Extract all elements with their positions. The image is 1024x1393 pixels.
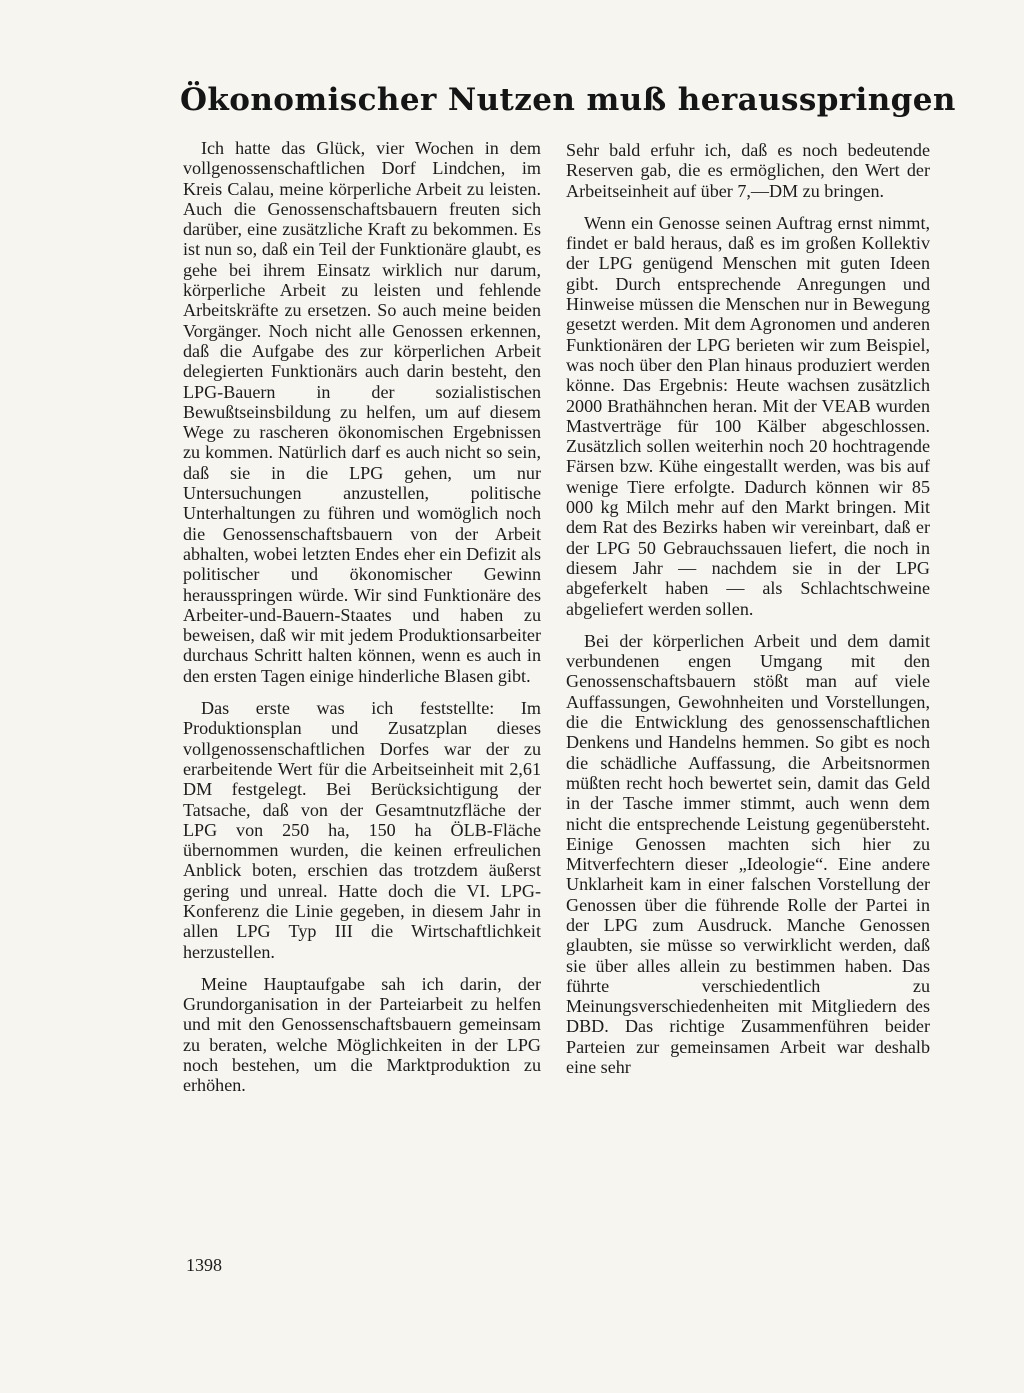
paragraph: Meine Hauptaufgabe sah ich darin, der Grundorganisation in der Parteiarbeit zu helfen und mit den Genossenschaftsbauern gemeinsam zu beraten, welche Möglichkeiten in der LPG noch bestehen, um die Marktproduktion zu erhöhen. [183,973,541,1096]
paragraph: Bei der körperlichen Arbeit und dem damit verbundenen engen Umgang mit den Genossenschaftsbauern stößt man auf viele Auffassungen, Gewohnheiten und Vorstellungen, die die Entwicklung des genossenschaftlichen Denkens und Handelns hemmen. So gibt es noch die schädliche Auffassung, die Arbeitsnormen müßten recht hoch bewertet sein, damit das Geld in der Tasche immer stimmt, auch wenn dem nicht die entsprechende Leistung gegenübersteht. Einige Genossen machten sich hier zu Mitverfechtern dieser „Ideologie“. Eine andere Unklarheit kam in einer falschen Vorstellung der Genossen über die führende Rolle der Partei in der LPG zum Ausdruck. Manche Genossen glaubten, sie müsse so verwirklicht werden, daß sie über alles allein zu bestimmen haben. Das führte verschiedentlich zu Meinungsverschiedenheiten mit Mitgliedern des DBD. Das richtige Zusammenführen beider Parteien zur gemeinsamen Arbeit war deshalb eine sehr [566,630,930,1078]
article-title: Ökonomischer Nutzen muß herausspringen [180,82,956,118]
paragraph: Wenn ein Genosse seinen Auftrag ernst nimmt, findet er bald heraus, daß es im großen Kollektiv der LPG genügend Menschen mit guten Ideen gibt. Durch entsprechende Anregungen und Hinweise müssen die Menschen nur in Bewegung gesetzt werden. Mit dem Agronomen und anderen Funktionären der LPG berieten wir zum Beispiel, was noch über den Plan hinaus produziert werden könne. Das Ergebnis: Heute wachsen zusätzlich 2000 Brathähnchen heran. Mit der VEAB wurden Mastverträge für 100 Kälber abgeschlossen. Zusätzlich sollen weiterhin noch 20 hochtragende Färsen bzw. Kühe eingestallt werden, was bis auf wenige Tiere erfolgte. Dadurch können wir 85 000 kg Milch mehr auf den Markt bringen. Mit dem Rat des Bezirks haben wir vereinbart, daß er der LPG 50 Gebrauchssauen liefert, die noch in diesem Jahr — nachdem sie in der LPG abgeferkelt haben — als Schlachtschweine abgeliefert werden sollen. [566,212,930,619]
page-number: 1398 [186,1255,222,1275]
right-column [566,140,930,1089]
paragraph: Sehr bald erfuhr ich, daß es noch bedeutende Reserven gab, die es ermöglichen, den Wert der Arbeitseinheit auf über 7,—DM zu bringen. [566,140,930,201]
paragraph: Das erste was ich feststellte: Im Produktionsplan und Zusatzplan dieses vollgenossenschaftlichen Dorfes war der zu erarbeitende Wert für die Arbeitseinheit mit 2,61 DM festgelegt. Bei Berücksichtigung der Tatsache, daß von der Gesamtnutzfläche der LPG von 250 ha, 150 ha ÖLB-Fläche übernommen wurden, die keinen erfreulichen Anblick boten, erschien das trotzdem äußerst gering und unreal. Hatte doch die VI. LPG-Konferenz die Linie gegeben, in diesem Jahr in allen LPG Typ III die Wirtschaftlichkeit herzustellen. [183,698,541,962]
left-column [183,138,541,1108]
paragraph: Ich hatte das Glück, vier Wochen in dem vollgenossenschaftlichen Dorf Lindchen, im Kreis Calau, meine körperliche Arbeit zu leisten. Auch die Genossenschaftsbauern freuten sich darüber, eine zusätzliche Kraft zu bekommen. Es ist nun so, daß ein Teil der Funktionäre glaubt, es gehe bei ihrem Einsatz wirklich nur darum, körperliche Arbeit zu leisten und fehlende Arbeitskräfte zu ersetzen. So auch meine beiden Vorgänger. Noch nicht alle Genossen erkennen, daß die Aufgabe des zur körperlichen Arbeit delegierten Funktionärs auch darin besteht, den LPG-Bauern in der sozialistischen Bewußtseinsbildung zu helfen, um auf diesem Wege zu rascheren ökonomischen Ergebnissen zu kommen. Natürlich darf es auch nicht so sein, daß sie in die LPG gehen, um nur Untersuchungen anzustellen, politische Unterhaltungen zu führen und womöglich noch die Genossenschaftsbauern von der Arbeit abhalten, wobei letzten Endes eher ein Defizit als politischer und ökonomischer Gewinn herausspringen würde. Wir sind Funktionäre des Arbeiter-und-Bauern-Staates und haben zu beweisen, daß wir mit jedem Produktionsarbeiter durchaus Schritt halten können, wenn es auch in den ersten Tagen einige hinderliche Blasen gibt. [183,138,541,686]
